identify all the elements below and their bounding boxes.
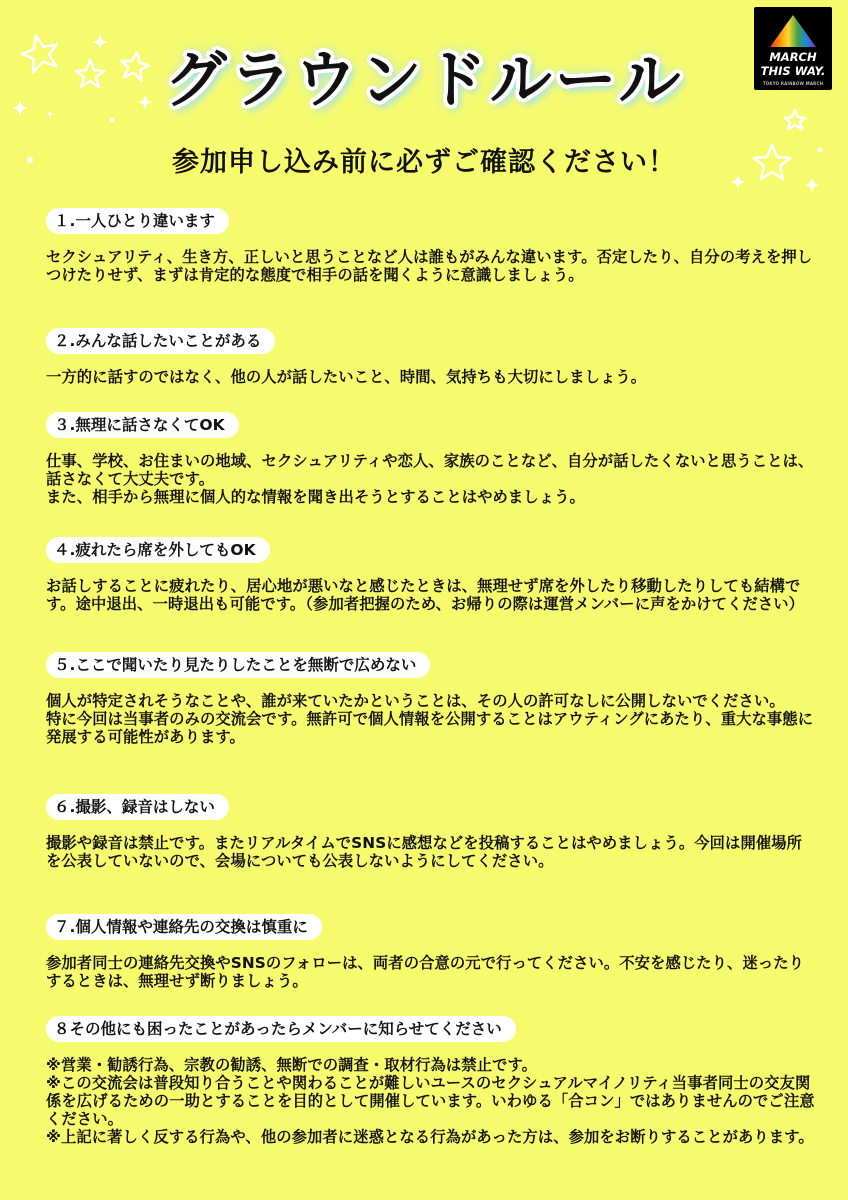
rule-heading: ８その他にも困ったことがあったらメンバーに知らせてください (46, 1016, 516, 1042)
rule-heading: ２.みんな話したいことがある (46, 328, 275, 354)
rule-section-5 (46, 652, 816, 746)
rule-section-8 (46, 1016, 816, 1146)
rule-body: 撮影や録音は禁止です。またリアルタイムでSNSに感想などを投稿することはやめましょう。今回は開催場所を公表していないので、会場についても公表しないようにしてください。 (46, 834, 803, 870)
rule-heading: ５.ここで聞いたり見たりしたことを無断で広めない (46, 652, 430, 678)
logo-line-2: THIS WAY. (760, 64, 826, 78)
sparkle-icon (805, 178, 819, 192)
rule-body: お話しすることに疲れたり、居心地が悪いなと感じたときは、無理せず席を外したり移動したりしても結構です。途中退出、一時退出も可能です。（参加者把握のため、お帰りの際は運営メンバーに声をかけてください） (46, 577, 805, 613)
rule-body: セクシュアリティ、生き方、正しいと思うことなど人は誰もがみんな違います。否定したり、自分の考えを押しつけたりせず、まずは肯定的な態度で相手の話を聞くように意識しましょう。 (46, 248, 813, 284)
rule-section-2 (46, 328, 816, 386)
logo-line-3: TOKYO RAINBOW MARCH (762, 81, 824, 86)
rule-body: 個人が特定されそうなことや、誰が来ていたかということは、その人の許可なしに公開しないでください。 特に今回は当事者のみの交流会です。無許可で個人情報を公開することはアウティングにあたり、重大な事態に発展する可能性があります。 (46, 692, 814, 746)
rule-section-1 (46, 208, 816, 284)
page-title: グラウンドルール (164, 43, 684, 116)
rule-heading: ６.撮影、録音はしない (46, 794, 229, 820)
rule-section-7 (46, 914, 816, 990)
rule-body: 仕事、学校、お住まいの地域、セクシュアリティや恋人、家族のことなど、自分が話したくないと思うことは、話さなくて大丈夫です。 また、相手から無理に個人的な情報を聞き出そうとすることはやめましょう。 (46, 452, 814, 506)
logo-line-1: MARCH (769, 50, 817, 64)
rule-section-3 (46, 412, 816, 506)
rule-heading: ４.疲れたら席を外してもOK (46, 537, 270, 563)
rule-section-6 (46, 794, 816, 870)
rule-body: 一方的に話すのではなく、他の人が話したいこと、時間、気持ちも大切にしましょう。 (46, 368, 647, 386)
page-subtitle: 参加申し込み前に必ずご確認ください！ (172, 147, 676, 178)
rule-heading: ３.無理に話さなくてOK (46, 412, 239, 438)
rule-body: ※営業・勧誘行為、宗教の勧誘、無断での調査・取材行為は禁止です。 ※この交流会は普段知り合うことや関わることが難しいユースのセクシュアルマイノリティ当事者同士の交友関係を広げるための一助とすることを目的として開催しています。いわゆる「合コン」ではありませんのでご注意ください。 ※上記に著しく反する行為や、他の参加者に迷惑となる行為があった方は、参加をお断りすることがあります。 (46, 1056, 815, 1146)
rule-heading: １.一人ひとり違います (46, 208, 229, 234)
rule-section-4 (46, 537, 816, 613)
rule-heading: ７.個人情報や連絡先の交換は慎重に (46, 914, 322, 940)
rule-body: 参加者同士の連絡先交換やSNSのフォローは、両者の合意の元で行ってください。不安を感じたり、迷ったりするときは、無理せず断りましょう。 (46, 954, 805, 990)
